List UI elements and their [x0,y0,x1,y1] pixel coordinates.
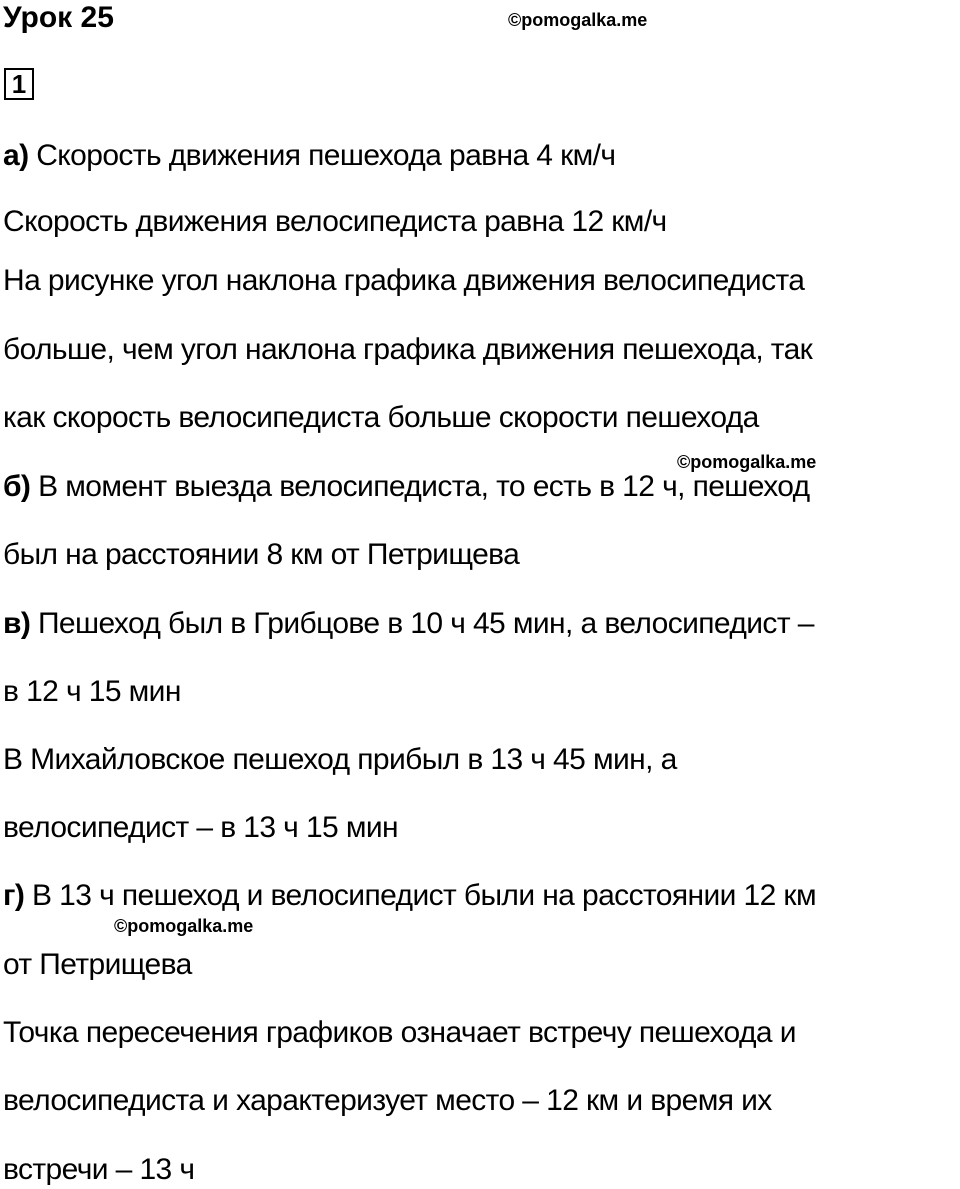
answer-line [3,469,810,505]
line-text: Скорость движения велосипедиста равна 12 км/ч [3,205,667,238]
answer-line [3,332,812,368]
answer-line [3,810,398,846]
watermark-bottom: ©pomogalka.me [114,916,254,936]
line-text: На рисунке угол наклона графика движения велосипедиста [3,264,805,297]
line-text: велосипедиста и характеризует место – 12 км и время их [3,1084,772,1117]
answer-line [3,1152,194,1188]
line-text: был на расстоянии 8 км от Петрищева [3,538,520,571]
answer-line [3,878,816,914]
line-text: встречи – 13 ч [3,1153,195,1186]
line-text: В момент выезда велосипедиста, то есть в 12 ч, пешеход [30,470,810,503]
answer-line [3,606,814,642]
answer-line [3,674,181,710]
answer-line [3,537,519,573]
item-marker-g: г) [3,879,25,912]
line-text: велосипедист – в 13 ч 15 мин [3,811,398,844]
answer-line [3,947,192,983]
answer-line [3,204,667,240]
answer-line [3,1083,772,1119]
task-number-box: 1 [4,68,34,100]
line-text: как скорость велосипедиста больше скорости пешехода [3,401,759,434]
answer-line [3,400,759,436]
item-marker-v: в) [3,607,31,640]
line-text: в 12 ч 15 мин [3,675,181,708]
item-marker-b: б) [3,470,31,503]
line-text: Пешеход был в Грибцове в 10 ч 45 мин, а велосипедист – [30,607,814,640]
answer-line [3,1015,796,1051]
line-text: В Михайловское пешеход прибыл в 13 ч 45 мин, а [3,743,677,776]
line-text: Точка пересечения графиков означает встречу пешехода и [3,1016,796,1049]
item-marker-a: а) [3,139,29,172]
lesson-title: Урок 25 [3,1,114,34]
line-text: В 13 ч пешеход и велосипедист были на расстоянии 12 км [24,879,816,912]
line-text: от Петрищева [3,948,192,981]
line-text: больше, чем угол наклона графика движения пешехода, так [3,333,813,366]
answer-line [3,263,804,299]
watermark-top: ©pomogalka.me [508,10,648,30]
answer-line [3,742,677,778]
line-text: Скорость движения пешехода равна 4 км/ч [28,139,616,172]
answer-line [3,138,615,174]
watermark-middle: ©pomogalka.me [677,452,817,472]
